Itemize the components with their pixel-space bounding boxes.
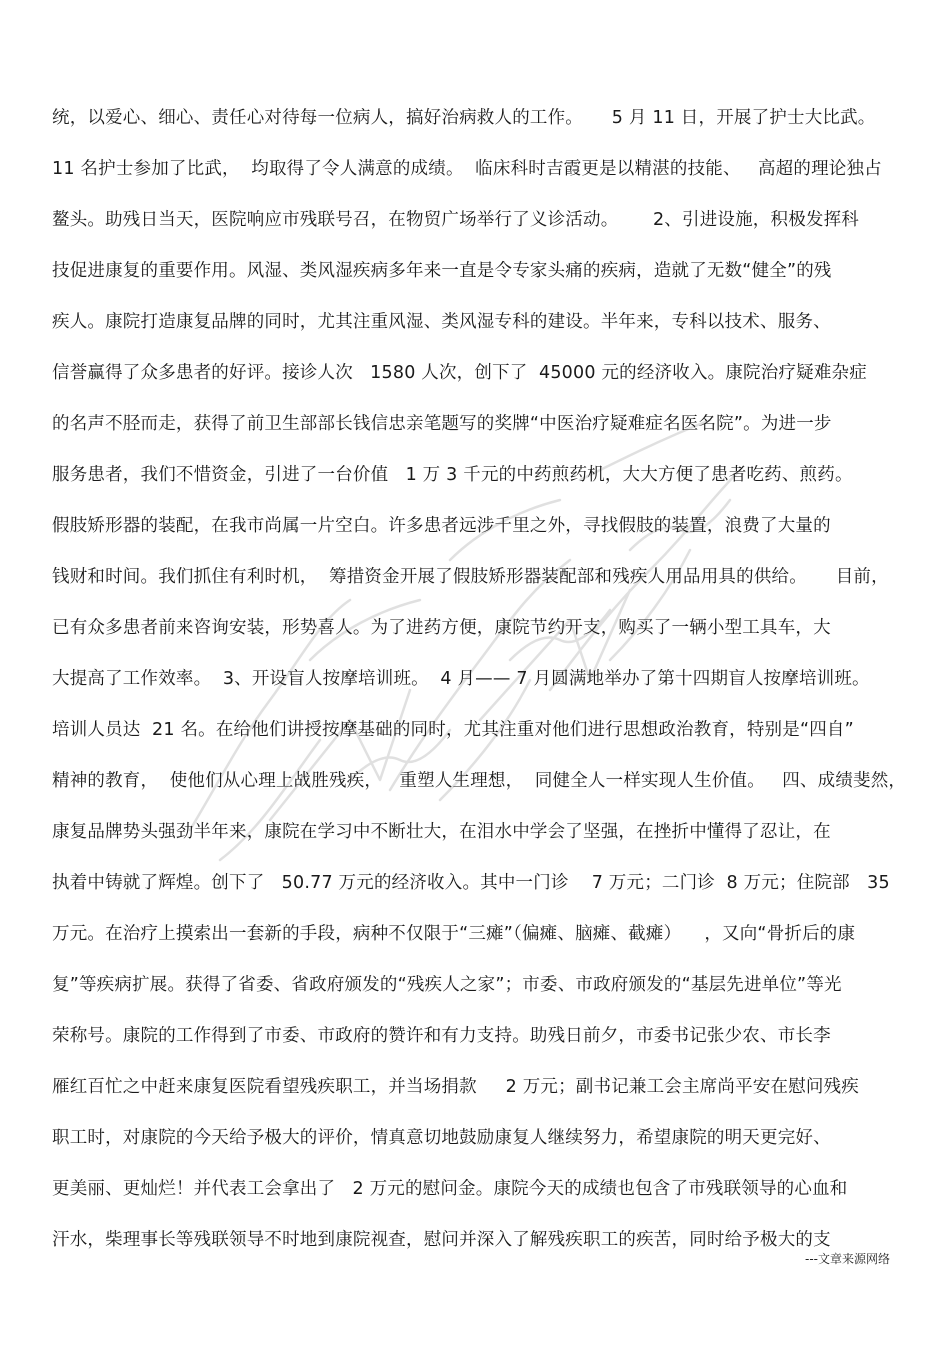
- text-line: 钱财和时间。我们抓住有利时机， 筹措资金开展了假肢矫形器装配部和残疾人用品用具的供给。 目前，: [52, 567, 889, 587]
- text-line: 复”等疾病扩展。获得了省委、省政府颁发的“残疾人之家”；市委、市政府颁发的“基层先进单位”等光: [52, 975, 842, 995]
- text-line: 统，以爱心、细心、责任心对待每一位病人，搞好治病救人的工作。 5 月 11 日，开展了护士大比武。: [52, 108, 876, 128]
- text-line: 康复品牌势头强劲半年来，康院在学习中不断壮大，在泪水中学会了坚强，在挫折中懂得了忍让，在: [52, 822, 831, 842]
- text-line: 鳌头。助残日当天，医院响应市残联号召，在物贸广场举行了义诊活动。 2、引进设施，积极发挥科: [52, 210, 860, 230]
- text-line: 大提高了工作效率。 3、开设盲人按摩培训班。 4 月—— 7 月圆满地举办了第十四期盲人按摩培训班。: [52, 669, 870, 689]
- text-line: 疾人。康院打造康复品牌的同时，尤其注重风湿、类风湿专科的建设。半年来，专科以技术、服务、: [52, 312, 831, 332]
- source-note: ---文章来源网络: [805, 1252, 890, 1266]
- text-line: 执着中铸就了辉煌。创下了 50.77 万元的经济收入。其中一门诊 7 万元；二门诊 8 万元；住院部 35: [52, 873, 890, 893]
- text-line: 雁红百忙之中赶来康复医院看望残疾职工，并当场捐款 2 万元；副书记兼工会主席尚平安在慰问残疾: [52, 1077, 860, 1097]
- text-line: 职工时，对康院的今天给予极大的评价，情真意切地鼓励康复人继续努力，希望康院的明天更完好、: [52, 1128, 831, 1148]
- article-body: [52, 100, 907, 1273]
- text-line: 技促进康复的重要作用。风湿、类风湿疾病多年来一直是令专家头痛的疾病，造就了无数“健全”的残: [52, 261, 832, 281]
- text-line: 汗水，柴理事长等残联领导不时地到康院视查，慰问并深入了解残疾职工的疾苦，同时给予极大的支: [52, 1230, 831, 1250]
- text-line: 更美丽、更灿烂！并代表工会拿出了 2 万元的慰问金。康院今天的成绩也包含了市残联领导的心血和: [52, 1179, 848, 1199]
- text-line: 精神的教育， 使他们从心理上战胜残疾， 重塑人生理想， 同健全人一样实现人生价值。 四、成绩斐然，: [52, 771, 907, 791]
- text-line: 万元。在治疗上摸索出一套新的手段，病种不仅限于“三瘫”（偏瘫、脑瘫、截瘫） ，又向“骨折后的康: [52, 924, 856, 944]
- text-line: 假肢矫形器的装配，在我市尚属一片空白。许多患者远涉千里之外，寻找假肢的装置，浪费了大量的: [52, 516, 831, 536]
- text-line: 培训人员达 21 名。在给他们讲授按摩基础的同时，尤其注重对他们进行思想政治教育，特别是“四自”: [52, 720, 854, 740]
- text-line: 荣称号。康院的工作得到了市委、市政府的赞许和有力支持。助残日前夕，市委书记张少农、市长李: [52, 1026, 831, 1046]
- text-line: 服务患者，我们不惜资金，引进了一台价值 1 万 3 千元的中药煎药机，大大方便了患者吃药、煎药。: [52, 465, 853, 485]
- text-line: 信誉赢得了众多患者的好评。接诊人次 1580 人次，创下了 45000 元的经济收入。康院治疗疑难杂症: [52, 363, 867, 383]
- text-line: 已有众多患者前来咨询安装，形势喜人。为了进药方便，康院节约开支，购买了一辆小型工具车，大: [52, 618, 831, 638]
- text-line: 11 名护士参加了比武， 均取得了令人满意的成绩。 临床科时吉霞更是以精湛的技能、 高超的理论独占: [52, 159, 882, 179]
- text-line: 的名声不胫而走，获得了前卫生部部长钱信忠亲笔题写的奖牌“中医治疗疑难症名医名院”。为进一步: [52, 414, 832, 434]
